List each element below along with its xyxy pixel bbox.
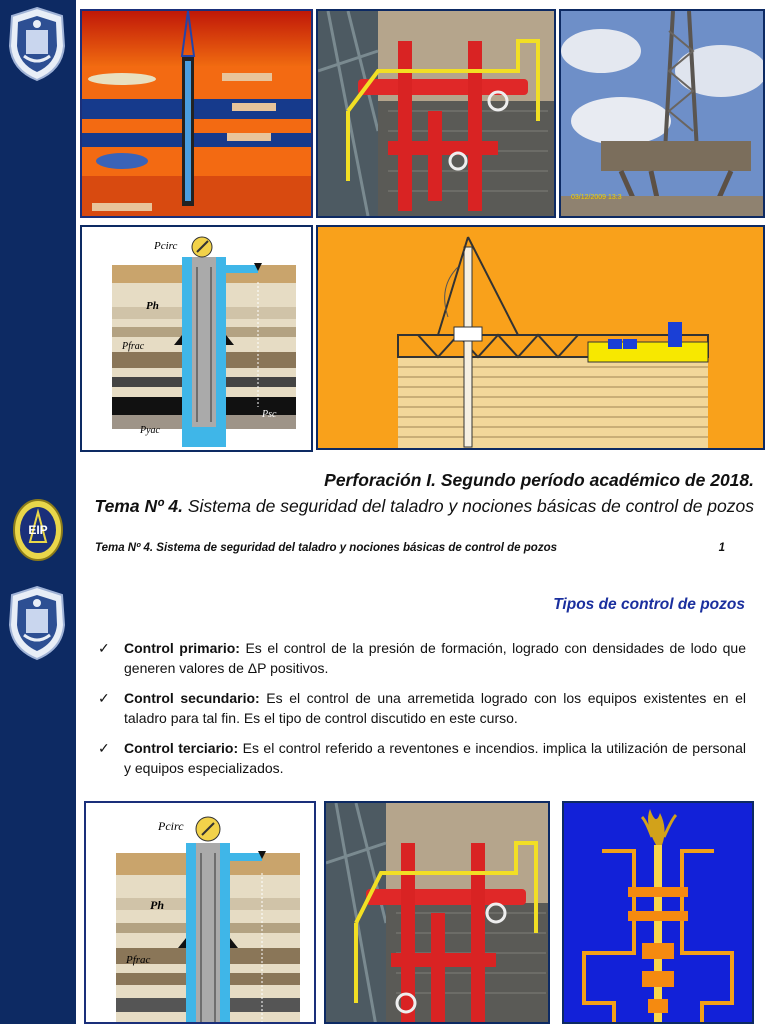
running-header-text: Tema Nº 4. Sistema de seguridad del taladro y nociones básicas de control de pozos	[95, 542, 557, 554]
choke-manifold-photo	[316, 9, 556, 218]
well-pressure-diagram	[80, 225, 313, 452]
label-pyac: Pyac	[140, 425, 160, 436]
label-ph: Ph	[150, 898, 165, 912]
running-header	[95, 542, 725, 554]
faculty-logo-icon	[12, 498, 64, 562]
checkmark-icon: ✓	[98, 740, 110, 756]
bullet-text: Es el control de la presión de formación, logrado con densidades de lodo que generen valores de ΔP positivos.	[124, 640, 746, 676]
rig-schematic-diagram	[316, 225, 765, 450]
checkmark-icon: ✓	[98, 690, 110, 706]
well-pressure-diagram	[84, 801, 316, 1024]
drilling-rig-photo	[559, 9, 765, 218]
label-pcirc: Pcirc	[158, 819, 184, 833]
logo-text: EIP	[28, 523, 48, 537]
topic-name: Sistema de seguridad del taladro y nociones básicas de control de pozos	[182, 496, 754, 516]
label-pcirc: Pcirc	[154, 240, 178, 252]
wellbore-diagram-image	[80, 9, 313, 218]
label-ph: Ph	[146, 300, 159, 312]
blowout-fire-diagram	[562, 801, 754, 1024]
list-item	[98, 638, 746, 678]
choke-manifold-photo	[324, 801, 550, 1024]
bullet-list	[98, 638, 746, 788]
label-pfrac: Pfrac	[126, 954, 151, 966]
university-seal-icon	[6, 6, 68, 82]
section-title: Tipos de control de pozos	[553, 596, 745, 613]
bullet-term: Control terciario:	[124, 740, 239, 756]
university-seal-icon	[6, 585, 68, 661]
topic-number: Tema Nº 4.	[94, 496, 183, 516]
bullet-term: Control primario:	[124, 640, 240, 656]
label-pfrac: Pfrac	[122, 341, 145, 352]
photo-timestamp: 03/12/2009 13:3	[571, 194, 622, 201]
checkmark-icon: ✓	[98, 640, 110, 656]
bullet-text: Es el control de una arremetida logrado con los equipos existentes en el taladro para tal fin. Es el tipo de control discutido en este curso.	[124, 690, 746, 726]
topic-title	[80, 496, 754, 517]
bullet-term: Control secundario:	[124, 690, 260, 706]
label-psc: Psc	[262, 409, 277, 420]
course-title: Perforación I. Segundo período académico de 2018.	[324, 470, 754, 490]
bullet-text: Es el control referido a reventones e incendios. implica la utilización de personal y equipos especializados.	[124, 740, 746, 776]
list-item	[98, 688, 746, 728]
page-number: 1	[718, 542, 725, 554]
list-item	[98, 738, 746, 778]
